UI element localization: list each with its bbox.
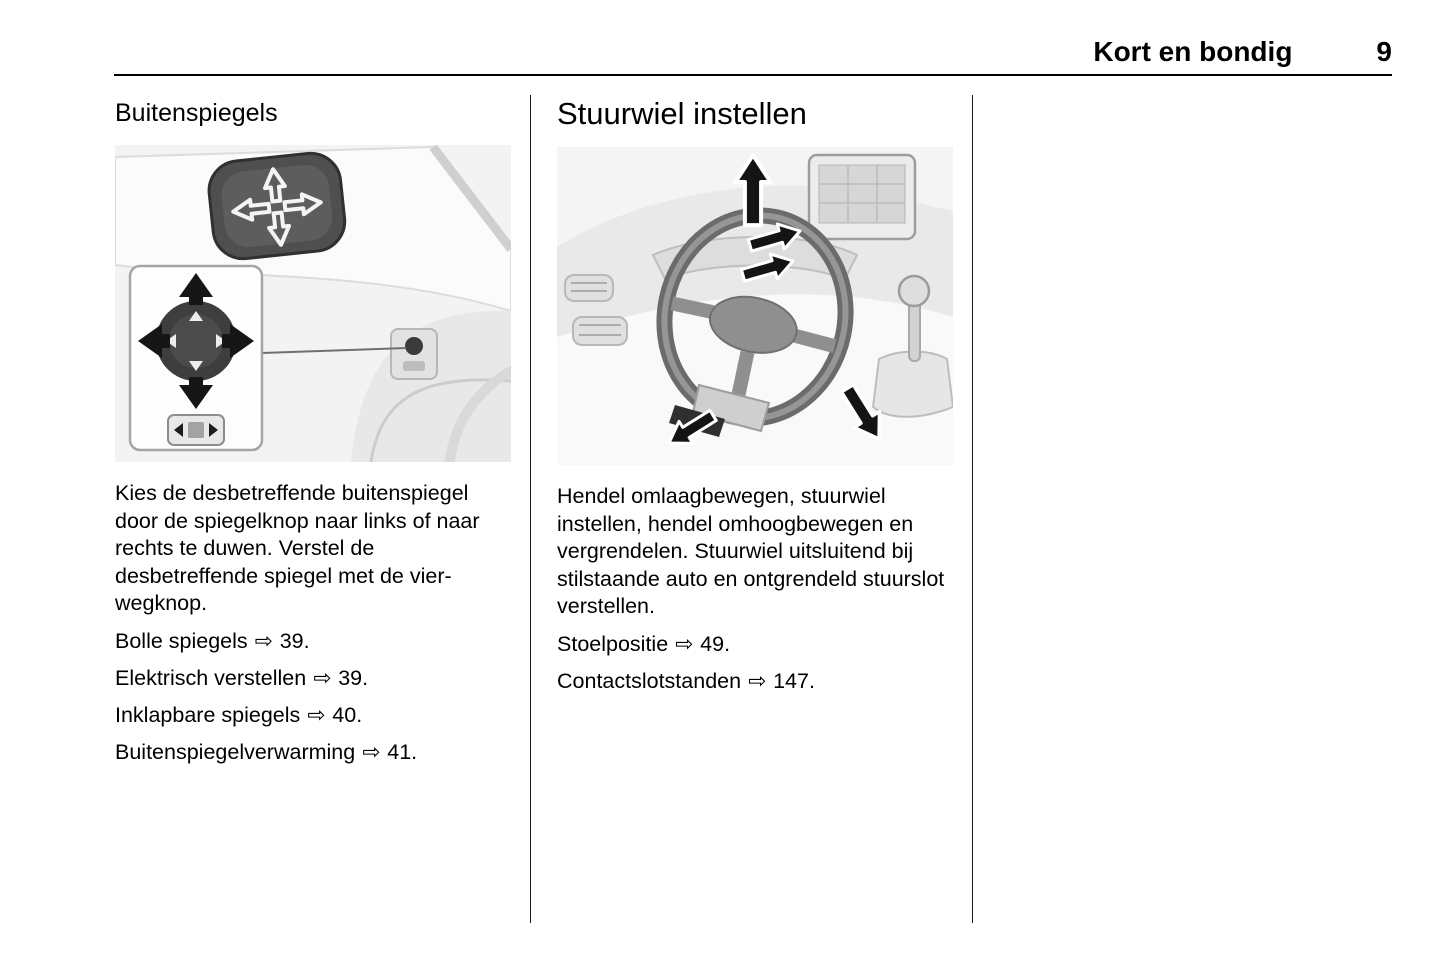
column-divider (530, 95, 531, 923)
section-heading-stuurwiel: Stuurwiel instellen (557, 96, 807, 131)
page-reference (557, 631, 953, 658)
left-column (115, 95, 511, 766)
page-number: 9 (1376, 36, 1392, 67)
ref-label: Contactslotstanden (557, 668, 742, 693)
ref-page: 40. (332, 702, 363, 727)
header-rule (114, 74, 1392, 76)
page-ref-arrow-icon: ⇨ (362, 739, 381, 764)
page-ref-arrow-icon: ⇨ (675, 631, 694, 656)
page-ref-arrow-icon: ⇨ (254, 628, 273, 653)
section-heading-buitenspiegels: Buitenspiegels (115, 99, 278, 127)
ref-page: 41. (387, 739, 418, 764)
steering-wheel-illustration (557, 147, 953, 465)
page-reference (115, 665, 511, 692)
mirror-paragraph: Kies de desbetreffende buitenspiegel door de spiegelknop naar links of naar rechts te duwen. Verstel de desbetreffende spiegel met de vier-wegknop. (115, 481, 480, 615)
page-reference (115, 702, 511, 729)
steering-paragraph: Hendel omlaagbewegen, stuurwiel instellen, hendel omhoogbewegen en vergrendelen. Stuurwiel uitsluitend bij stilstaande auto en ontgrendeld stuurslot verstellen. (557, 484, 945, 618)
right-reference-list (557, 631, 953, 695)
page-reference (557, 668, 953, 695)
ref-page: 39. (279, 628, 310, 653)
page-reference (115, 628, 511, 655)
page-edge-rule (972, 95, 973, 923)
ref-label: Elektrisch verstellen (115, 665, 307, 690)
left-reference-list (115, 628, 511, 766)
ref-label: Inklapbare spiegels (115, 702, 301, 727)
ref-label: Bolle spiegels (115, 628, 248, 653)
mirror-controls-figure (115, 145, 511, 462)
ref-label: Stoelpositie (557, 631, 669, 656)
page-header (115, 36, 1392, 68)
page-ref-arrow-icon: ⇨ (748, 668, 767, 693)
infotainment-screen (809, 155, 915, 239)
chapter-title: Kort en bondig (1093, 36, 1293, 67)
ref-page: 49. (700, 631, 731, 656)
page-ref-arrow-icon: ⇨ (307, 702, 326, 727)
page-ref-arrow-icon: ⇨ (313, 665, 332, 690)
mirror-controls-illustration (115, 145, 511, 462)
page-reference (115, 739, 511, 766)
right-column (557, 95, 953, 695)
ref-page: 147. (773, 668, 815, 693)
steering-wheel-figure (557, 147, 953, 465)
exterior-mirror (206, 150, 348, 261)
ref-label: Buitenspiegelverwarming (115, 739, 356, 764)
ref-page: 39. (338, 665, 369, 690)
